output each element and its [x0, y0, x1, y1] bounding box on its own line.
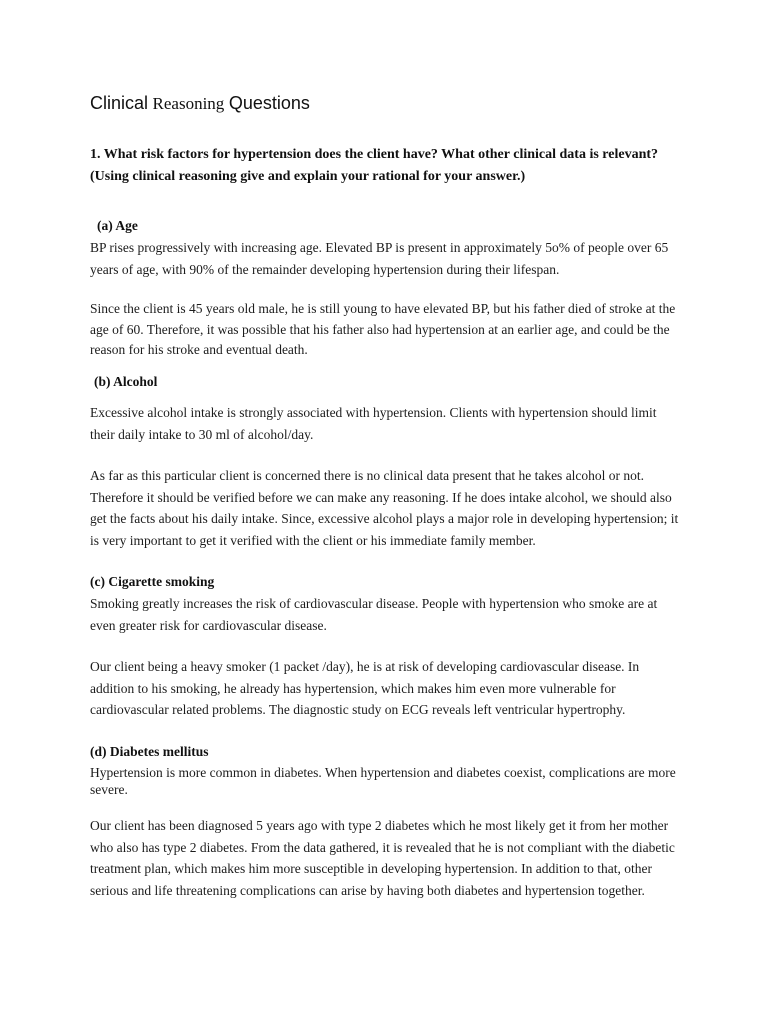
section-heading-age: (a) Age — [97, 218, 138, 233]
smoking-paragraph-1: Smoking greatly increases the risk of cardiovascular disease. People with hypertension who smoke are at even greater risk for cardiovascular disease. — [90, 596, 658, 633]
title-part-questions: Questions — [228, 93, 310, 113]
alcohol-paragraph-2: As far as this particular client is concerned there is no clinical data present that he takes alcohol or not. Therefore it should be verified before we can make any reasoning. If he does intake alcohol, we should also get the facts about his daily intake. Since, excessive alcohol plays a major role in developing hypertension; it is very important to get it verified with the client or his immediate family member. — [90, 468, 679, 548]
diabetes-paragraph-2: Our client has been diagnosed 5 years ago with type 2 diabetes which he most likely get it from her mother who also has type 2 diabetes. From the data gathered, it is revealed that he is not compliant with the diabetic treatment plan, which makes him more susceptible in developing hypertension. In addition to that, other serious and life threatening complications can arise by having both diabetes and hypertension together. — [90, 818, 675, 898]
question-1: 1. What risk factors for hypertension does the client have? What other clinical data is relevant? (Using clinical reasoning give and explain your rational for your answer.) — [90, 147, 659, 184]
age-paragraph-2: Since the client is 45 years old male, he is still young to have elevated BP, but his father died of stroke at the age of 60. Therefore, it was possible that his father also had hypertension at an earlier age, and could be the reason for his stroke and eventual death. — [90, 301, 676, 357]
age-paragraph-1: BP rises progressively with increasing age. Elevated BP is present in approximately 5o% of people over 65 years of age, with 90% of the remainder developing hypertension during their lifespan. — [90, 240, 669, 277]
title-part-clinical: Clinical — [90, 93, 149, 113]
page-title — [90, 91, 310, 116]
alcohol-paragraph-1: Excessive alcohol intake is strongly associated with hypertension. Clients with hypertension should limit their daily intake to 30 ml of alcohol/day. — [90, 405, 657, 442]
section-heading-alcohol: (b) Alcohol — [94, 374, 158, 389]
section-heading-smoking: (c) Cigarette smoking — [90, 574, 215, 589]
title-part-reasoning: Reasoning — [152, 94, 225, 113]
section-heading-diabetes: (d) Diabetes mellitus — [90, 744, 209, 759]
diabetes-paragraph-1: Hypertension is more common in diabetes. When hypertension and diabetes coexist, complications are more severe. — [90, 765, 676, 797]
smoking-paragraph-2: Our client being a heavy smoker (1 packet /day), he is at risk of developing cardiovascular disease. In addition to his smoking, he already has hypertension, which makes him even more vulnerable for cardiovascular related problems. The diagnostic study on ECG reveals left ventricular hypertrophy. — [90, 659, 640, 717]
